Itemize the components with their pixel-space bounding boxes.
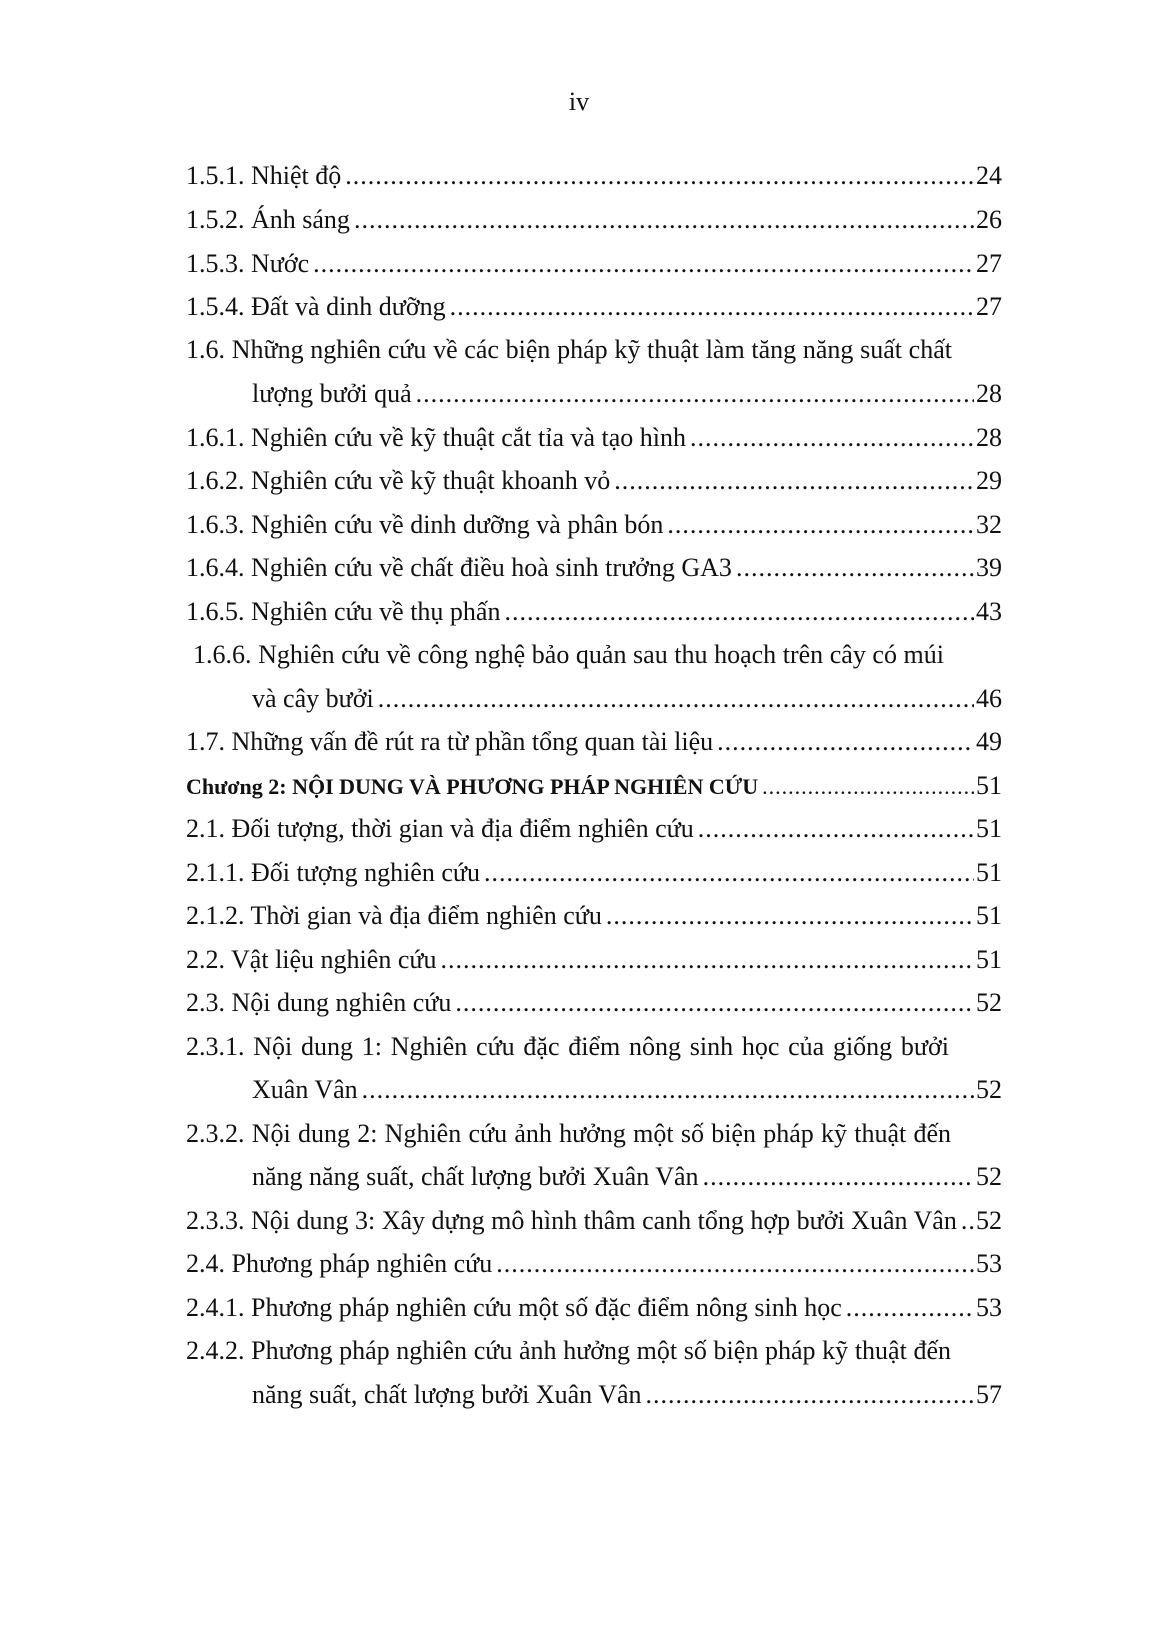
toc-leader-dots	[614, 465, 974, 497]
toc-entry-page: 39	[976, 553, 1002, 582]
toc-entry-page: 57	[976, 1380, 1002, 1409]
toc-leader-dots	[496, 1248, 974, 1280]
toc-entry-line1[interactable]	[186, 334, 952, 366]
toc-entry-page: 52	[976, 988, 1002, 1017]
toc-entry-title: 1.6.5. Nghiên cứu về thụ phấn	[186, 597, 501, 626]
toc-entry-title: 2.3.3. Nội dung 3: Xây dựng mô hình thâm canh tổng hợp bưởi Xuân Vân	[186, 1206, 957, 1235]
toc-entry-title: 2.3.2. Nội dung 2: Nghiên cứu ảnh hưởng một số biện pháp kỹ thuật đến	[186, 1119, 951, 1148]
toc-leader-dots	[345, 160, 974, 192]
toc-entry[interactable]	[186, 465, 1002, 497]
toc-entry-title-cont: năng năng suất, chất lượng bưởi Xuân Vân	[252, 1162, 699, 1191]
toc-entry[interactable]	[186, 248, 1002, 280]
toc-entry-page: 28	[976, 379, 1002, 408]
toc-entry-title: 2.4. Phương pháp nghiên cứu	[186, 1249, 493, 1278]
toc-entry-line2[interactable]	[252, 1074, 1002, 1106]
toc-entry-page: 51	[976, 814, 1002, 843]
toc-entry[interactable]	[186, 813, 1002, 845]
toc-entry-page: 52	[976, 1162, 1002, 1191]
toc-entry-title: 1.6.2. Nghiên cứu về kỹ thuật khoanh vỏ	[186, 466, 611, 495]
toc-entry-page: 26	[976, 205, 1002, 234]
toc-entry-title: 2.3.1. Nội dung 1: Nghiên cứu đặc điểm nông sinh học của giống bưởi	[186, 1032, 949, 1061]
toc-leader-dots	[484, 857, 974, 889]
toc-entry-title: 1.6.1. Nghiên cứu về kỹ thuật cắt tỉa và tạo hình	[186, 423, 687, 452]
toc-leader-dots	[690, 422, 974, 454]
toc-entry-title: 1.5.4. Đất và dinh dưỡng	[186, 292, 446, 321]
toc-entry-title: 2.3. Nội dung nghiên cứu	[186, 988, 452, 1017]
toc-entry-title: 1.6.4. Nghiên cứu về chất điều hoà sinh trưởng GA3	[186, 553, 732, 582]
toc-entry[interactable]	[186, 596, 1002, 628]
toc-entry-page: 43	[976, 597, 1002, 626]
toc-entry-title-cont: năng suất, chất lượng bưởi Xuân Vân	[252, 1380, 642, 1409]
toc-leader-dots	[313, 248, 974, 280]
toc-entry[interactable]	[186, 726, 1002, 758]
toc-entry-title: 2.4.2. Phương pháp nghiên cứu ảnh hưởng một số biện pháp kỹ thuật đến	[186, 1336, 951, 1365]
toc-entry-page: 28	[976, 423, 1002, 452]
toc-entry[interactable]	[186, 204, 1002, 236]
toc-leader-dots	[416, 378, 974, 410]
toc-leader-dots	[717, 726, 974, 758]
toc-leader-dots	[736, 552, 974, 584]
toc-entry-title: 2.2. Vật liệu nghiên cứu	[186, 945, 437, 974]
toc-leader-dots	[455, 987, 974, 1019]
toc-entry-page: 27	[976, 249, 1002, 278]
toc-leader-dots	[646, 1379, 974, 1411]
toc-entry-line1[interactable]	[193, 639, 944, 671]
page-number: iv	[568, 87, 590, 116]
toc-entry[interactable]	[186, 1248, 1002, 1280]
toc-entry[interactable]	[186, 1292, 1002, 1324]
toc-entry[interactable]	[186, 291, 1002, 323]
toc-entry[interactable]	[186, 509, 1002, 541]
toc-leader-dots	[762, 771, 974, 803]
toc-entry-title: 2.1. Đối tượng, thời gian và địa điểm nghiên cứu	[186, 814, 694, 843]
toc-entry-title: 1.7. Những vấn đề rút ra từ phần tổng quan tài liệu	[186, 727, 714, 756]
toc-entry-page: 53	[976, 1293, 1002, 1322]
toc-entry-page: 49	[976, 727, 1002, 756]
toc-entry[interactable]	[186, 422, 1002, 454]
toc-leader-dots	[703, 1161, 974, 1193]
toc-entry[interactable]	[186, 857, 1002, 889]
toc-entry-page: 29	[976, 466, 1002, 495]
toc-leader-dots	[354, 204, 974, 236]
toc-leader-dots	[606, 900, 974, 932]
toc-entry-line2[interactable]	[252, 1379, 1002, 1411]
toc-entry-page: 51	[976, 858, 1002, 887]
toc-leader-dots	[846, 1292, 974, 1324]
toc-leader-dots	[378, 683, 974, 715]
toc-chapter-heading[interactable]	[186, 770, 1002, 803]
toc-entry[interactable]	[186, 160, 1002, 192]
toc-entry-title: 1.5.1. Nhiệt độ	[186, 161, 342, 190]
toc-leader-dots	[362, 1074, 974, 1106]
toc-entry-title: 1.6. Những nghiên cứu về các biện pháp kỹ thuật làm tăng năng suất chất	[186, 335, 952, 364]
toc-entry[interactable]	[186, 552, 1002, 584]
toc-entry[interactable]	[186, 1205, 1002, 1237]
toc-entry-line2[interactable]	[252, 378, 1002, 410]
toc-leader-dots	[440, 944, 974, 976]
toc-entry-title: 2.1.1. Đối tượng nghiên cứu	[186, 858, 480, 887]
toc-entry-title-cont: và cây bưởi	[252, 684, 374, 713]
toc-entry-line1[interactable]	[186, 1031, 949, 1063]
toc-entry-page: 24	[976, 161, 1002, 190]
toc-entry[interactable]	[186, 987, 1002, 1019]
toc-entry-title: 2.1.2. Thời gian và địa điểm nghiên cứu	[186, 901, 602, 930]
toc-leader-dots	[667, 509, 974, 541]
toc-entry-title: 1.6.3. Nghiên cứu về dinh dưỡng và phân bón	[186, 510, 664, 539]
toc-leader-dots	[504, 596, 974, 628]
toc-entry-title: 1.5.3. Nước	[186, 249, 310, 278]
toc-entry-page: 53	[976, 1249, 1002, 1278]
toc-entry[interactable]	[186, 900, 1002, 932]
toc-entry-page: 51	[976, 771, 1002, 800]
toc-leader-dots	[961, 1205, 974, 1237]
toc-entry-page: 52	[976, 1075, 1002, 1104]
toc-entry-page: 32	[976, 510, 1002, 539]
toc-entry-line1[interactable]	[186, 1118, 951, 1150]
toc-entry-line2[interactable]	[252, 683, 1002, 715]
toc-entry-line2[interactable]	[252, 1161, 1002, 1193]
toc-leader-dots	[450, 291, 974, 323]
toc-entry-title: 1.5.2. Ánh sáng	[186, 205, 350, 234]
toc-entry-title-cont: Xuân Vân	[252, 1075, 358, 1104]
toc-entry-title: 2.4.1. Phương pháp nghiên cứu một số đặc điểm nông sinh học	[186, 1293, 842, 1322]
toc-entry-page: 27	[976, 292, 1002, 321]
toc-entry-page: 51	[976, 901, 1002, 930]
toc-entry-title: 1.6.6. Nghiên cứu về công nghệ bảo quản sau thu hoạch trên cây có múi	[193, 640, 944, 669]
toc-leader-dots	[698, 813, 974, 845]
toc-entry-page: 52	[976, 1206, 1002, 1235]
toc-entry-title-cont: lượng bưởi quả	[252, 379, 412, 408]
toc-entry-page: 51	[976, 945, 1002, 974]
toc-entry-line1[interactable]	[186, 1335, 951, 1367]
toc-entry-title: Chương 2: NỘI DUNG VÀ PHƯƠNG PHÁP NGHIÊN CỨU	[186, 774, 759, 799]
toc-entry[interactable]	[186, 944, 1002, 976]
toc-entry-page: 46	[976, 684, 1002, 713]
